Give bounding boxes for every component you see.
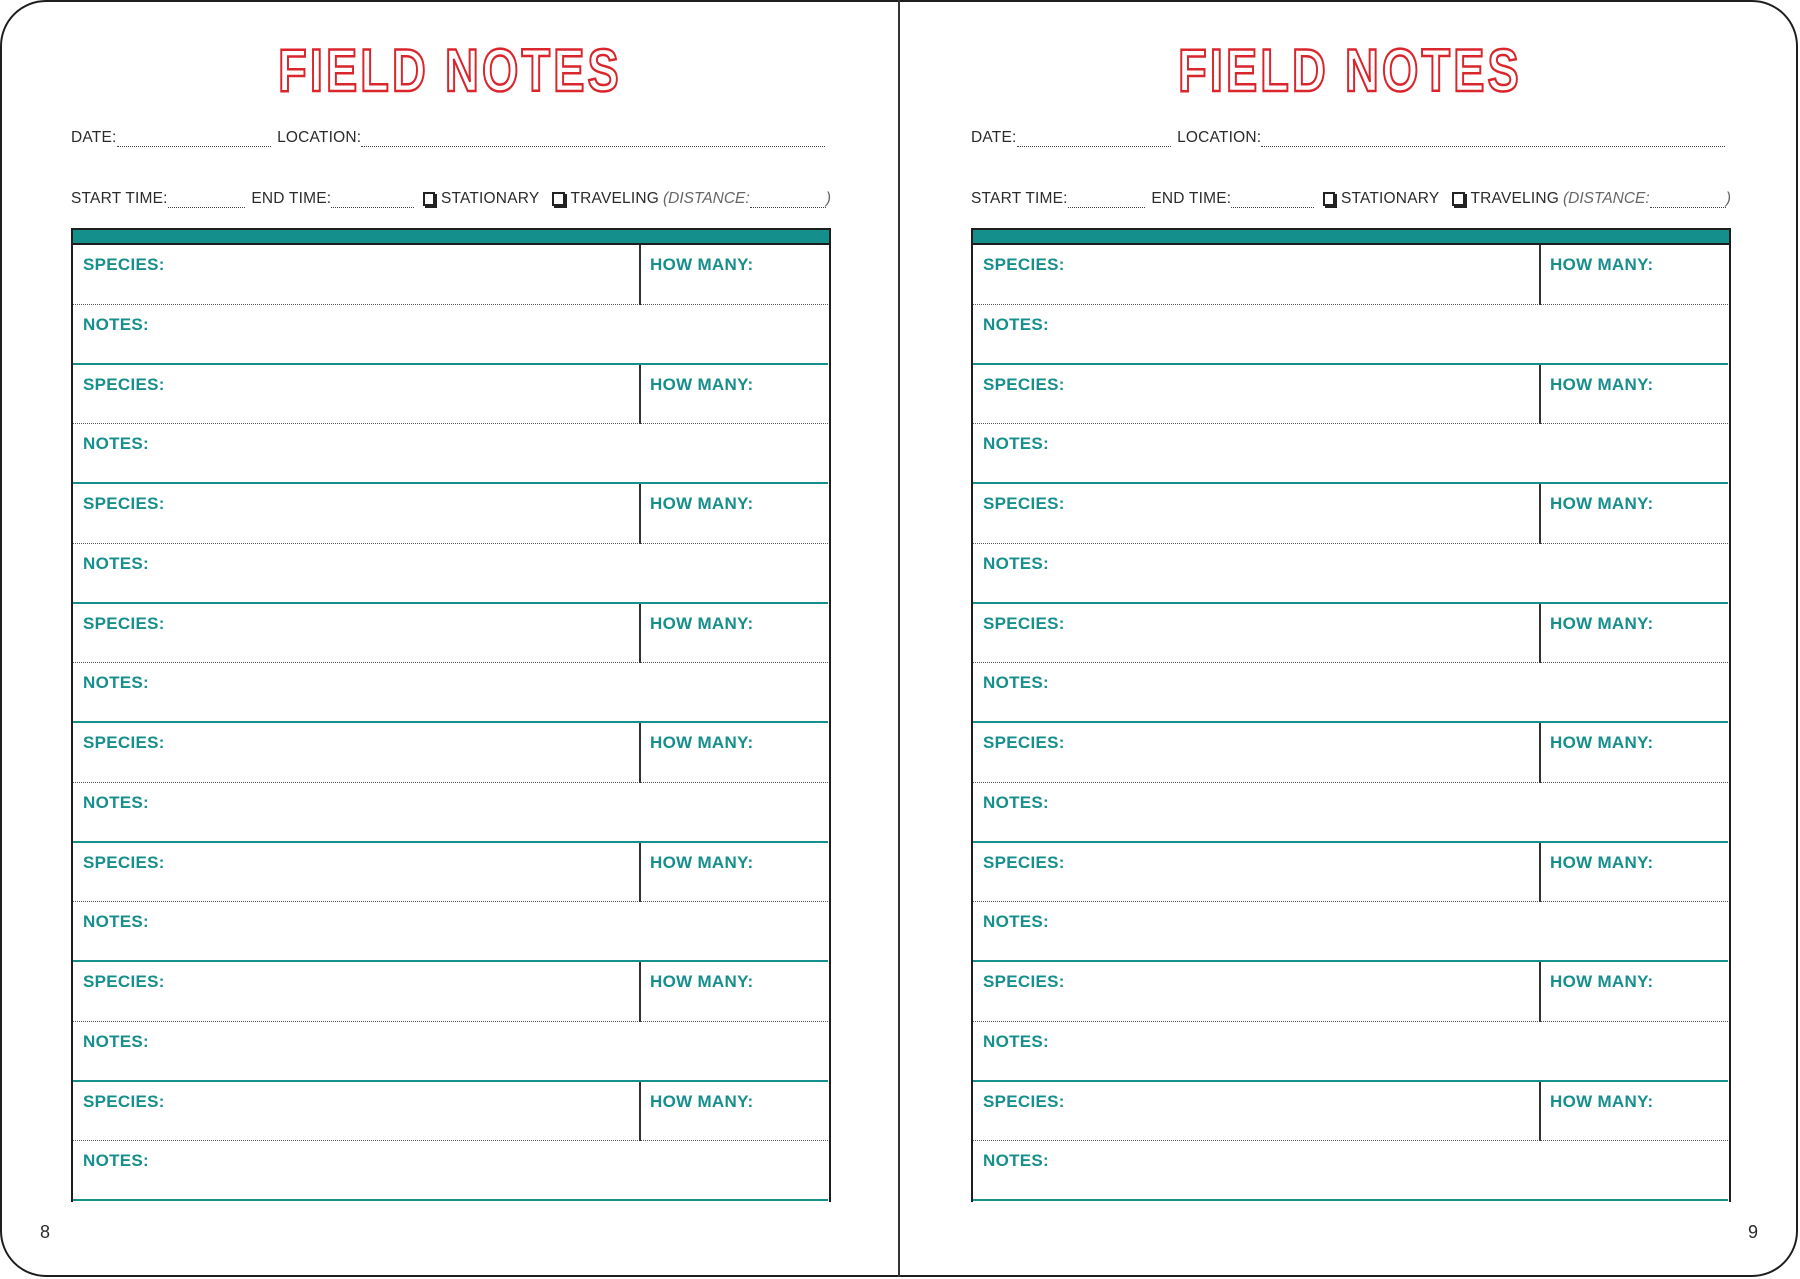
- date-field[interactable]: [117, 132, 272, 147]
- sighting-entry: [73, 962, 828, 1082]
- column-divider: [1539, 723, 1541, 783]
- how-many-label: HOW MANY:: [650, 733, 754, 752]
- notes-label: NOTES:: [83, 673, 150, 692]
- species-label: SPECIES:: [983, 1091, 1065, 1111]
- sighting-entry: [973, 484, 1728, 604]
- column-divider: [1539, 365, 1541, 425]
- notes-row[interactable]: [973, 783, 1728, 843]
- species-row[interactable]: [73, 604, 828, 664]
- column-divider: [639, 484, 641, 544]
- column-divider: [639, 962, 641, 1022]
- species-row[interactable]: [973, 1082, 1728, 1142]
- notes-row[interactable]: [973, 424, 1728, 484]
- sighting-entry: [73, 365, 828, 485]
- location-field[interactable]: [1261, 132, 1725, 147]
- notes-label: NOTES:: [83, 792, 150, 812]
- how-many-label: HOW MANY:: [650, 255, 754, 274]
- stationary-checkbox[interactable]: [1323, 192, 1335, 206]
- how-many-label: HOW MANY:: [650, 494, 754, 513]
- traveling-checkbox[interactable]: [552, 192, 564, 206]
- location-field[interactable]: [361, 132, 825, 147]
- notes-label: NOTES:: [983, 1031, 1050, 1051]
- notes-row[interactable]: [73, 783, 828, 843]
- sighting-entry: [73, 245, 828, 365]
- location-label: LOCATION:: [277, 129, 362, 146]
- species-label: SPECIES:: [83, 374, 165, 394]
- traveling-label: TRAVELING: [1470, 190, 1560, 207]
- end-time-field[interactable]: [1231, 193, 1314, 208]
- column-divider: [639, 723, 641, 783]
- species-row[interactable]: [973, 604, 1728, 664]
- column-divider: [639, 245, 641, 305]
- start-time-field[interactable]: [168, 193, 246, 208]
- end-time-field[interactable]: [331, 193, 414, 208]
- sighting-entry: [73, 843, 828, 963]
- species-row[interactable]: [973, 843, 1728, 903]
- species-row[interactable]: [73, 365, 828, 425]
- table-header-bar: [971, 228, 1731, 245]
- species-row[interactable]: [73, 1082, 828, 1142]
- species-label: SPECIES:: [83, 852, 165, 872]
- how-many-label: HOW MANY:: [1550, 733, 1654, 752]
- sighting-entry: [973, 843, 1728, 963]
- species-row[interactable]: [73, 484, 828, 544]
- notes-row[interactable]: [73, 305, 828, 365]
- how-many-label: HOW MANY:: [1550, 374, 1654, 394]
- page-title: FIELD NOTES: [1178, 37, 1522, 104]
- notes-row[interactable]: [973, 663, 1728, 723]
- distance-label: (DISTANCE:: [1563, 190, 1650, 207]
- sightings-table: [71, 228, 831, 1202]
- page-number: 9: [1747, 1222, 1758, 1242]
- notes-label: NOTES:: [983, 553, 1050, 573]
- notes-label: NOTES:: [983, 792, 1050, 812]
- species-label: SPECIES:: [983, 613, 1065, 633]
- notes-row[interactable]: [73, 1141, 828, 1201]
- stationary-label: STATIONARY: [440, 190, 540, 207]
- page-left: [0, 0, 900, 1277]
- column-divider: [1539, 962, 1541, 1022]
- species-row[interactable]: [973, 245, 1728, 305]
- start-time-field[interactable]: [1068, 193, 1146, 208]
- species-row[interactable]: [73, 723, 828, 783]
- notes-label: NOTES:: [83, 912, 150, 931]
- notes-row[interactable]: [73, 902, 828, 962]
- sighting-entry: [973, 245, 1728, 365]
- notes-row[interactable]: [973, 902, 1728, 962]
- date-field[interactable]: [1017, 132, 1172, 147]
- notes-row[interactable]: [73, 424, 828, 484]
- notes-label: NOTES:: [83, 1031, 150, 1051]
- notes-row[interactable]: [73, 1022, 828, 1082]
- sighting-entry: [973, 1082, 1728, 1202]
- column-divider: [1539, 484, 1541, 544]
- sighting-entry: [73, 604, 828, 724]
- date-location-row: [971, 129, 1731, 147]
- sighting-entry: [73, 723, 828, 843]
- end-time-label: END TIME:: [1151, 190, 1232, 207]
- distance-field[interactable]: [750, 193, 826, 208]
- species-label: SPECIES:: [983, 374, 1065, 394]
- end-time-label: END TIME:: [251, 190, 332, 207]
- date-label: DATE:: [971, 129, 1017, 146]
- species-label: SPECIES:: [83, 255, 165, 274]
- column-divider: [1539, 1082, 1541, 1142]
- time-mode-row: [971, 190, 1731, 208]
- page-number: 8: [40, 1222, 51, 1242]
- how-many-label: HOW MANY:: [1550, 852, 1654, 872]
- species-label: SPECIES:: [983, 733, 1065, 752]
- species-row[interactable]: [73, 245, 828, 305]
- column-divider: [639, 843, 641, 903]
- notes-row[interactable]: [973, 1141, 1728, 1201]
- how-many-label: HOW MANY:: [1550, 1091, 1654, 1111]
- traveling-label: TRAVELING: [570, 190, 660, 207]
- species-label: SPECIES:: [983, 255, 1065, 274]
- sightings-table: [971, 228, 1731, 1202]
- species-label: SPECIES:: [983, 972, 1065, 991]
- notes-label: NOTES:: [983, 314, 1050, 334]
- species-label: SPECIES:: [83, 613, 165, 633]
- notes-label: NOTES:: [83, 314, 150, 334]
- table-header-bar: [71, 228, 831, 245]
- species-label: SPECIES:: [83, 972, 165, 991]
- column-divider: [639, 365, 641, 425]
- start-time-label: START TIME:: [71, 190, 168, 207]
- date-location-row: [71, 129, 831, 147]
- stationary-label: STATIONARY: [1340, 190, 1440, 207]
- how-many-label: HOW MANY:: [1550, 255, 1654, 274]
- species-label: SPECIES:: [83, 733, 165, 752]
- how-many-label: HOW MANY:: [650, 972, 754, 991]
- species-row[interactable]: [973, 365, 1728, 425]
- species-label: SPECIES:: [83, 494, 165, 513]
- page-right: [900, 0, 1800, 1277]
- sighting-entry: [973, 365, 1728, 485]
- date-label: DATE:: [71, 129, 117, 146]
- stationary-checkbox[interactable]: [423, 192, 435, 206]
- notes-label: NOTES:: [983, 673, 1050, 692]
- species-label: SPECIES:: [83, 1091, 165, 1111]
- how-many-label: HOW MANY:: [650, 852, 754, 872]
- how-many-label: HOW MANY:: [1550, 613, 1654, 633]
- start-time-label: START TIME:: [971, 190, 1068, 207]
- distance-field[interactable]: [1650, 193, 1726, 208]
- distance-close: ): [1725, 190, 1731, 207]
- species-label: SPECIES:: [983, 494, 1065, 513]
- species-label: SPECIES:: [983, 852, 1065, 872]
- notes-label: NOTES:: [83, 553, 150, 573]
- location-label: LOCATION:: [1177, 129, 1262, 146]
- species-row[interactable]: [973, 723, 1728, 783]
- column-divider: [639, 1082, 641, 1142]
- distance-close: ): [825, 190, 831, 207]
- traveling-checkbox[interactable]: [1452, 192, 1464, 206]
- sighting-entry: [973, 962, 1728, 1082]
- column-divider: [1539, 604, 1541, 664]
- how-many-label: HOW MANY:: [650, 1091, 754, 1111]
- notes-row[interactable]: [73, 663, 828, 723]
- sighting-entry: [973, 604, 1728, 724]
- species-row[interactable]: [973, 484, 1728, 544]
- column-divider: [1539, 843, 1541, 903]
- distance-label: (DISTANCE:: [663, 190, 750, 207]
- notes-row[interactable]: [973, 1022, 1728, 1082]
- notes-label: NOTES:: [983, 1151, 1050, 1170]
- species-row[interactable]: [973, 962, 1728, 1022]
- notes-label: NOTES:: [983, 912, 1050, 931]
- how-many-label: HOW MANY:: [650, 374, 754, 394]
- notes-row[interactable]: [973, 305, 1728, 365]
- notes-label: NOTES:: [83, 1151, 150, 1170]
- column-divider: [639, 604, 641, 664]
- notes-label: NOTES:: [983, 434, 1050, 453]
- sighting-entry: [973, 723, 1728, 843]
- how-many-label: HOW MANY:: [1550, 494, 1654, 513]
- sighting-entry: [73, 1082, 828, 1202]
- column-divider: [1539, 245, 1541, 305]
- time-mode-row: [71, 190, 831, 208]
- page-title: FIELD NOTES: [278, 37, 622, 104]
- species-row[interactable]: [73, 962, 828, 1022]
- notes-label: NOTES:: [83, 434, 150, 453]
- how-many-label: HOW MANY:: [1550, 972, 1654, 991]
- species-row[interactable]: [73, 843, 828, 903]
- notes-row[interactable]: [973, 544, 1728, 604]
- notes-row[interactable]: [73, 544, 828, 604]
- how-many-label: HOW MANY:: [650, 613, 754, 633]
- sighting-entry: [73, 484, 828, 604]
